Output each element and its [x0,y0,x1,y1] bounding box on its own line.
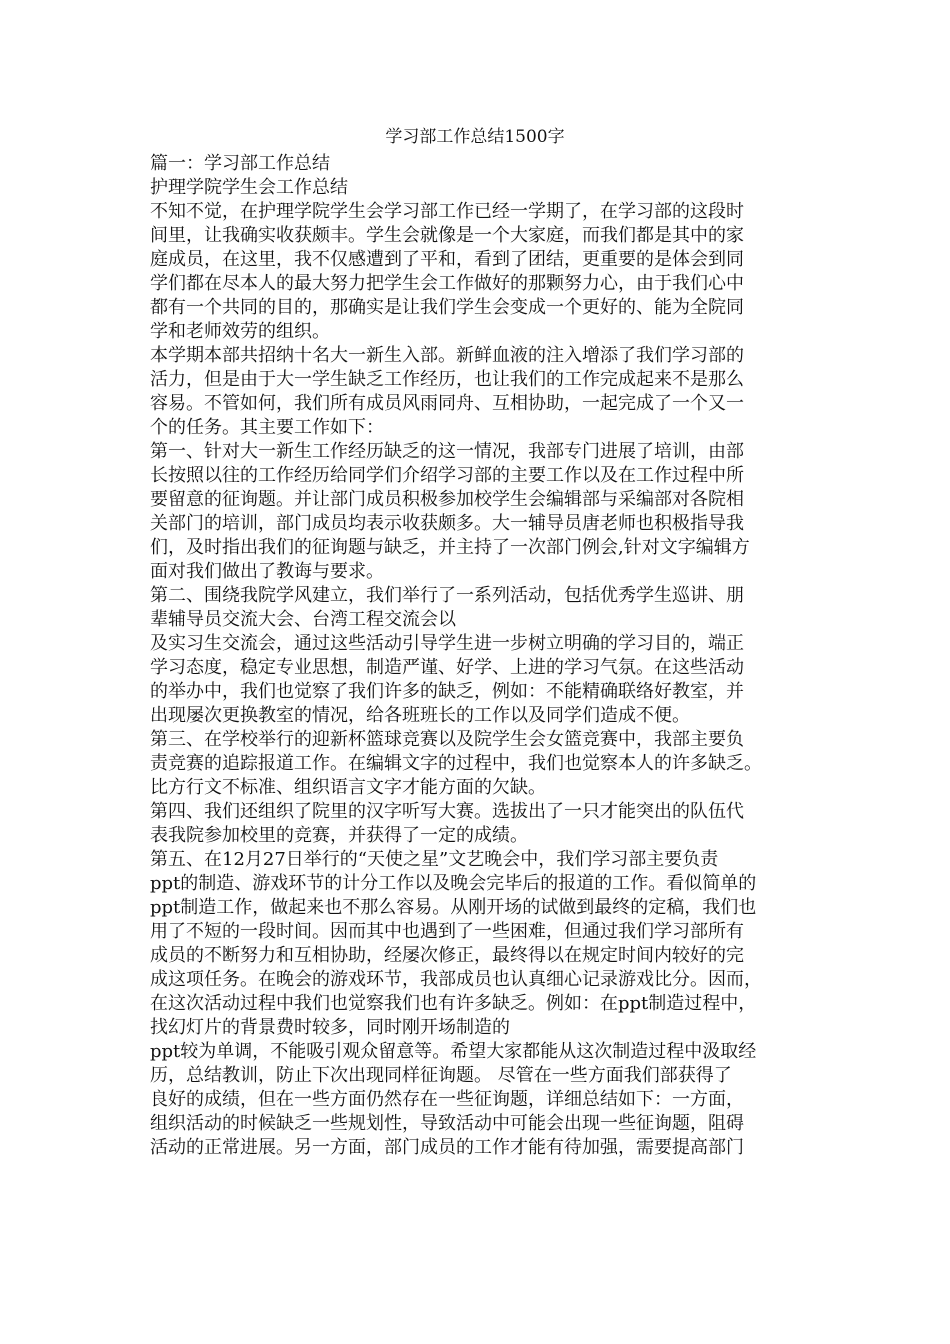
text-line: 第五、在12月27日举行的“天使之星”文艺晚会中，我们学习部主要负责 [150,849,719,870]
text-line: 活力，但是由于大一学生缺乏工作经历，也让我们的工作完成起来不是那么 [150,369,744,390]
text-line: 第四、我们还组织了院里的汉字听写大赛。选拔出了一只才能突出的队伍代 [150,801,744,822]
text-line: 第一、针对大一新生工作经历缺乏的这一情况，我部专门进展了培训，由部 [150,441,744,462]
text-line: 第三、在学校举行的迎新杯篮球竞赛以及院学生会女篮竞赛中，我部主要负 [150,729,744,750]
text-line: 个的任务。其主要工作如下： [150,417,384,438]
text-line: 学们都在尽本人的最大努力把学生会工作做好的那颗努力心，由于我们心中 [150,273,744,294]
text-line: 辈辅导员交流大会、台湾工程交流会以 [150,609,456,630]
text-line: 责竞赛的追踪报道工作。在编辑文字的过程中，我们也觉察本人的许多缺乏。 [150,753,762,774]
text-line: 关部门的培训，部门成员均表示收获颇多。大一辅导员唐老师也积极指导我 [150,513,744,534]
text-line: 找幻灯片的背景费时较多，同时刚开场制造的 [150,1017,510,1038]
text-line: 篇一：学习部工作总结 [150,153,330,174]
text-line: 第二、围绕我院学风建立，我们举行了一系列活动，包括优秀学生巡讲、朋 [150,585,744,606]
text-line: 良好的成绩，但在一些方面仍然存在一些征询题，详细总结如下：一方面， [150,1089,744,1110]
text-line: 们，及时指出我们的征询题与缺乏，并主持了一次部门例会,针对文字编辑方 [150,537,750,558]
text-line: 护理学院学生会工作总结 [150,177,348,198]
text-line: 表我院参加校里的竞赛，并获得了一定的成绩。 [150,825,528,846]
text-line: 出现屡次更换教室的情况，给各班班长的工作以及同学们造成不便。 [150,705,690,726]
text-line: 用了不短的一段时间。因而其中也遇到了一些困难，但通过我们学习部所有 [150,921,744,942]
document-page [150,122,800,1160]
text-line: 不知不觉，在护理学院学生会学习部工作已经一学期了，在学习部的这段时 [150,201,744,222]
document-title: 学习部工作总结1500字 [385,127,565,147]
text-line: 学和老师效劳的组织。 [150,321,330,342]
text-line: 长按照以往的工作经历给同学们介绍学习部的主要工作以及在工作过程中所 [150,465,744,486]
text-line: 比方行文不标准、组织语言文字才能方面的欠缺。 [150,777,546,798]
document-body [150,152,800,1160]
text-line: 在这次活动过程中我们也觉察我们也有许多缺乏。例如：在ppt制造过程中， [150,993,757,1014]
text-line: 都有一个共同的目的，那确实是让我们学生会变成一个更好的、能为全院同 [150,297,744,318]
text-line: ppt较为单调，不能吸引观众留意等。希望大家都能从这次制造过程中汲取经 [150,1041,757,1062]
text-line: 历，总结教训，防止下次出现同样征询题。 尽管在一些方面我们部获得了 [150,1065,732,1086]
text-line: 要留意的征询题。并让部门成员积极参加校学生会编辑部与采编部对各院相 [150,489,744,510]
text-line: 面对我们做出了教诲与要求。 [150,561,384,582]
text-line: 本学期本部共招纳十名大一新生入部。新鲜血液的注入增添了我们学习部的 [150,345,744,366]
text-line: 活动的正常进展。另一方面，部门成员的工作才能有待加强，需要提高部门 [150,1137,744,1158]
text-line: 的举办中，我们也觉察了我们许多的缺乏，例如：不能精确联络好教室，并 [150,681,744,702]
text-line: 间里，让我确实收获颇丰。学生会就像是一个大家庭，而我们都是其中的家 [150,225,744,246]
text-line: ppt制造工作，做起来也不那么容易。从刚开场的试做到最终的定稿，我们也 [150,897,757,918]
text-line: 及实习生交流会，通过这些活动引导学生进一步树立明确的学习目的，端正 [150,633,744,654]
text-line: 成员的不断努力和互相协助，经屡次修正，最终得以在规定时间内较好的完 [150,945,744,966]
text-line: 容易。不管如何，我们所有成员风雨同舟、互相协助，一起完成了一个又一 [150,393,744,414]
text-line: 庭成员，在这里，我不仅感遭到了平和，看到了团结，更重要的是体会到同 [150,249,744,270]
text-line: 成这项任务。在晚会的游戏环节，我部成员也认真细心记录游戏比分。因而， [150,969,762,990]
text-line: 组织活动的时候缺乏一些规划性，导致活动中可能会出现一些征询题，阻碍 [150,1113,744,1134]
text-line: 学习态度，稳定专业思想，制造严谨、好学、上进的学习气氛。在这些活动 [150,657,744,678]
text-line: ppt的制造、游戏环节的计分工作以及晚会完毕后的报道的工作。看似简单的 [150,873,757,894]
